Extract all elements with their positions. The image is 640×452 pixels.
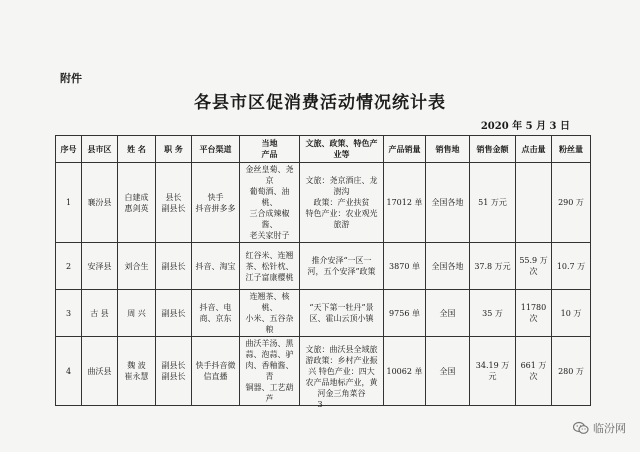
table-cell: 白建成 惠剑英 [118, 163, 156, 243]
table-cell: 抖音、电 商、京东 [192, 290, 240, 337]
header-cell: 姓 名 [118, 136, 156, 163]
table-cell: 快手抖音微 信直播 [192, 337, 240, 406]
header-cell: 当地 产品 [240, 136, 300, 163]
table-cell: 1 [56, 163, 82, 243]
table-cell: 推介安泽“一区一 河，五个安泽”政策 [300, 243, 384, 290]
table-cell: 17012 单 [384, 163, 426, 243]
table-cell: 曲沃羊汤、黑 蒜、泡蒜、驴 肉、香釉酱、青 铜器、工艺葫芦 [240, 337, 300, 406]
table-cell: 抖音、淘宝 [192, 243, 240, 290]
table-cell: 11780 次 [516, 290, 552, 337]
table-cell: 襄汾县 [82, 163, 118, 243]
table-cell: 34.19 万 元 [470, 337, 516, 406]
header-cell: 序号 [56, 136, 82, 163]
table-cell: 3870 单 [384, 243, 426, 290]
table-cell: 快手 抖音拼多多 [192, 163, 240, 243]
table-cell: 古 县 [82, 290, 118, 337]
table-cell: 290 万 [552, 163, 591, 243]
header-cell: 点击量 [516, 136, 552, 163]
table-cell: 副县长 副县长 [156, 337, 192, 406]
table-cell: 全国各地 [426, 163, 470, 243]
header-cell: 产品销量 [384, 136, 426, 163]
table-cell: 4 [56, 337, 82, 406]
table-row [56, 290, 591, 337]
table-cell: 全国各地 [426, 243, 470, 290]
statistics-table [55, 135, 591, 406]
table-cell: 周 兴 [118, 290, 156, 337]
header-cell: 文旅、政策、特色产 业等 [300, 136, 384, 163]
table-cell: 10 万 [552, 290, 591, 337]
table-cell: 全国 [426, 337, 470, 406]
wechat-icon [573, 421, 589, 435]
table-cell: 曲沃县 [82, 337, 118, 406]
table-cell: 280 万 [552, 337, 591, 406]
table-cell: 35 万 [470, 290, 516, 337]
table-cell: 51 万元 [470, 163, 516, 243]
table-cell: 37.8 万元 [470, 243, 516, 290]
table-cell: 县长 副县长 [156, 163, 192, 243]
table-cell: 55.9 万 次 [516, 243, 552, 290]
table-row [56, 243, 591, 290]
page-number: 3 [317, 400, 323, 409]
table-cell: 全国 [426, 290, 470, 337]
table-cell: 文旅：尧京酒庄、龙 澍沟 政策：产业扶贫 特色产业：农业观光 旅游 [300, 163, 384, 243]
table-cell: 连翘茶、核桃、 小米、五谷杂粮 [240, 290, 300, 337]
table-cell: 9756 单 [384, 290, 426, 337]
table-cell: 金丝皇菊、尧京 葡萄酒、油桃、 三合成辣椒酱、 老关家肘子 [240, 163, 300, 243]
table-cell [516, 163, 552, 243]
table-cell: 10.7 万 [552, 243, 591, 290]
header-cell: 销售金额 [470, 136, 516, 163]
table-cell: 2 [56, 243, 82, 290]
document-title: 各县市区促消费活动情况统计表 [194, 93, 446, 113]
document-date: 2020 年 5 月 3 日 [480, 121, 570, 132]
header-cell: 粉丝量 [552, 136, 591, 163]
table-cell: 文旅：曲沃县全域旅 游政策：乡村产业振 兴 特色产业：四大 农产品地标产业，黄 河金三角菜谷 [300, 337, 384, 406]
table-header-row [56, 136, 591, 163]
table-cell: 安泽县 [82, 243, 118, 290]
header-cell: 职 务 [156, 136, 192, 163]
table-row [56, 337, 591, 406]
header-cell: 销售地 [426, 136, 470, 163]
table-cell: 副县长 [156, 290, 192, 337]
watermark [573, 420, 626, 436]
table-cell: 10062 单 [384, 337, 426, 406]
header-cell: 平台渠道 [192, 136, 240, 163]
table-cell: 魏 波 崔永慧 [118, 337, 156, 406]
table-cell: “天下第一牡丹”景 区、霍山云顶小镇 [300, 290, 384, 337]
table-cell: 3 [56, 290, 82, 337]
table-cell: 661 万 次 [516, 337, 552, 406]
table-cell: 副县长 [156, 243, 192, 290]
table-cell: 刘合生 [118, 243, 156, 290]
watermark-text: 临汾网 [593, 422, 626, 435]
attachment-label: 附件 [60, 72, 82, 85]
header-cell: 县市区 [82, 136, 118, 163]
table-row [56, 163, 591, 243]
table-cell: 红谷米、连翘 茶、松针枕、 江子富康樱桃 [240, 243, 300, 290]
